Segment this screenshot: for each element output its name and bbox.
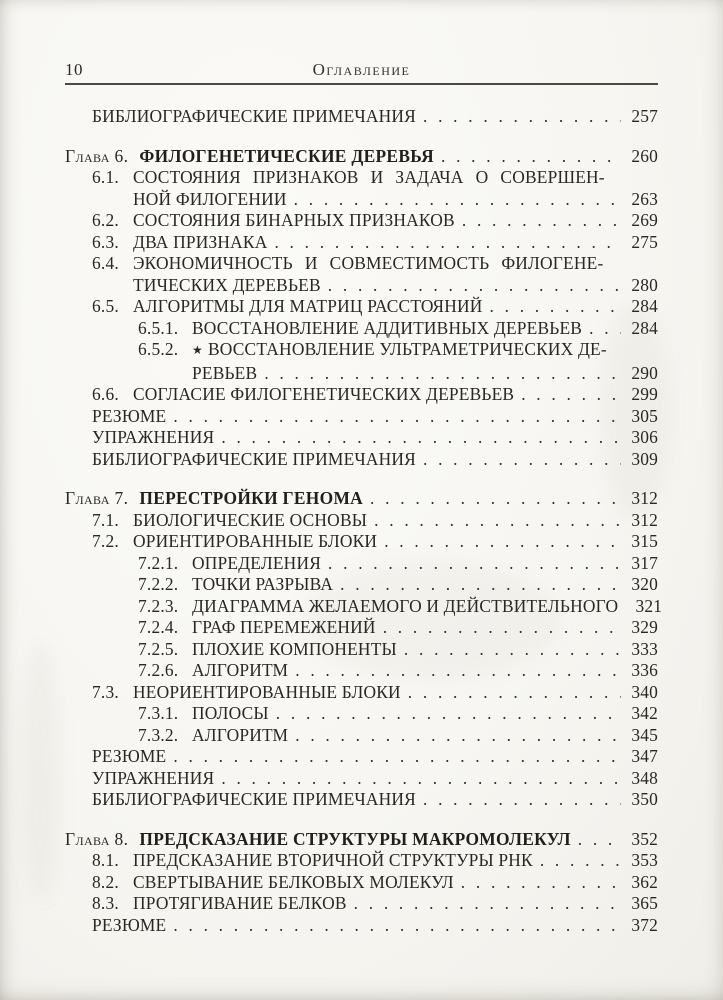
entry-page: 347: [631, 746, 658, 766]
toc-entry: [92, 850, 658, 872]
dot-leader: [214, 427, 621, 449]
entry-text: РЕЗЮМЕ: [92, 405, 167, 426]
toc-entry: [138, 725, 658, 747]
dot-leader: [333, 574, 621, 596]
entry-number: 7.2.: [92, 531, 119, 551]
entry-number: 7.3.2.: [138, 724, 179, 745]
entry-number: 6.1.: [92, 167, 119, 187]
toc-entry: [92, 296, 658, 318]
toc-entry: [92, 893, 658, 915]
dot-leader: [321, 275, 621, 297]
toc-entry: [138, 595, 663, 618]
header-rule: [65, 83, 658, 85]
dot-leader: [347, 893, 621, 915]
toc-entry: [92, 427, 658, 449]
entry-number: 6.5.1.: [138, 317, 179, 338]
entry-page: 317: [631, 552, 658, 573]
dot-leader: [514, 384, 621, 406]
entry-page: 362: [631, 871, 658, 892]
entry-text: ПРОТЯГИВАНИЕ БЕЛКОВ: [133, 893, 347, 913]
entry-number: 6.3.: [92, 231, 119, 252]
entry-text: ПЛОХИЕ КОМПОНЕНТЫ: [192, 638, 397, 659]
entry-text: АЛГОРИТМЫ ДЛЯ МАТРИЦ РАССТОЯНИЙ: [133, 296, 483, 316]
entry-page: 269: [631, 210, 658, 230]
entry-page: 333: [631, 638, 658, 659]
entry-text: ТИЧЕСКИХ ДЕРЕВЬЕВ: [133, 274, 321, 295]
entry-text: НЕОРИЕНТИРОВАННЫЕ БЛОКИ: [133, 681, 401, 702]
toc-entry: [138, 339, 658, 363]
entry-number: 6.6.: [92, 384, 119, 404]
entry-text: АЛГОРИТМ: [192, 724, 289, 745]
entry-number: 6.2.: [92, 210, 119, 230]
toc-entry: [138, 553, 658, 575]
entry-number: 7.2.3.: [138, 595, 179, 616]
entry-page: 320: [631, 574, 658, 594]
toc-entry: [92, 210, 658, 232]
dot-leader: [377, 531, 621, 553]
dot-leader: [533, 850, 621, 872]
chapter-title: ПЕРЕСТРОЙКИ ГЕНОМА: [139, 488, 364, 508]
entry-page: 263: [631, 188, 658, 209]
dot-leader: [434, 146, 621, 168]
entry-page: 345: [631, 724, 658, 745]
toc-entry: [138, 617, 658, 639]
dot-leader: [483, 296, 621, 318]
entry-text: ДИАГРАММА ЖЕЛАЕМОГО И ДЕЙСТВИТЕЛЬНОГО: [192, 595, 619, 616]
chapter-label: Глава 7.: [65, 488, 129, 508]
entry-page: 312: [631, 509, 658, 530]
entry-text: РЕЗЮМЕ: [92, 914, 167, 935]
page-content: [65, 0, 663, 936]
entry-page: 275: [631, 231, 658, 252]
entry-text: ГРАФ ПЕРЕМЕЖЕНИЙ: [192, 617, 376, 637]
toc-entry-continuation: [133, 275, 658, 297]
entry-text: ПОЛОСЫ: [192, 703, 269, 723]
toc-entry: [92, 406, 658, 428]
dot-leader: [376, 617, 621, 639]
entry-number: 8.2.: [92, 871, 119, 892]
entry-text: БИОЛОГИЧЕСКИЕ ОСНОВЫ: [133, 509, 368, 530]
entry-text: СОСТОЯНИЯ БИНАРНЫХ ПРИЗНАКОВ: [133, 210, 455, 230]
entry-text: НОЙ ФИЛОГЕНИИ: [133, 188, 287, 209]
entry-page: 365: [631, 893, 658, 913]
entry-text: СОСТОЯНИЯ ПРИЗНАКОВ И ЗАДАЧА О СОВЕРШЕН-: [133, 167, 605, 187]
dot-leader: [287, 189, 621, 211]
toc-entry: [92, 872, 658, 894]
dot-leader: [571, 829, 621, 851]
dot-leader: [166, 406, 621, 428]
entry-page: 284: [631, 296, 658, 316]
entry-text: БИБЛИОГРАФИЧЕСКИЕ ПРИМЕЧАНИЯ: [92, 106, 416, 126]
entry-number: 7.2.2.: [138, 574, 179, 594]
dot-leader: [416, 789, 621, 811]
toc-entry-chapter: [65, 829, 658, 851]
entry-page: 290: [631, 362, 658, 383]
running-header: [65, 60, 658, 80]
entry-page: 340: [631, 681, 658, 702]
entry-page: 309: [631, 448, 658, 469]
entry-number: 7.2.5.: [138, 638, 179, 659]
entry-text: СВЕРТЫВАНИЕ БЕЛКОВЫХ МОЛЕКУЛ: [133, 871, 454, 892]
dot-leader: [166, 915, 621, 937]
dot-leader: [363, 488, 621, 510]
dot-leader: [269, 703, 621, 725]
running-header-title: Оглавление: [312, 60, 411, 79]
entry-page: 350: [631, 789, 658, 809]
toc-entry: [138, 318, 658, 340]
dot-leader: [267, 232, 621, 254]
entry-page: 352: [631, 828, 658, 849]
dot-leader: [257, 363, 621, 385]
entry-text: ТОЧКИ РАЗРЫВА: [192, 574, 334, 594]
toc-entry: [138, 660, 658, 682]
entry-number: 6.5.: [92, 296, 119, 316]
entry-text: АЛГОРИТМ: [192, 660, 289, 680]
chapter-title: ПРЕДСКАЗАНИЕ СТРУКТУРЫ МАКРОМОЛЕКУЛ: [139, 828, 571, 849]
page-number: 10: [65, 60, 83, 79]
entry-page: 353: [631, 850, 658, 870]
entry-text: УПРАЖНЕНИЯ: [92, 767, 215, 788]
toc-entry: [138, 703, 658, 725]
toc-entry: [138, 574, 658, 596]
star-icon: ★: [192, 343, 203, 357]
entry-number: 7.3.1.: [138, 703, 179, 723]
entry-number: 8.3.: [92, 893, 119, 913]
toc-entry: [92, 915, 658, 937]
toc-entry-chapter: [65, 488, 658, 510]
toc-entry: [92, 384, 658, 406]
entry-page: 312: [631, 488, 658, 508]
entry-page: 260: [631, 145, 658, 166]
toc-entry: [92, 746, 658, 768]
entry-number: 7.3.: [92, 681, 119, 702]
entry-text: РЕЗЮМЕ: [92, 746, 167, 766]
entry-number: 6.4.: [92, 253, 119, 273]
entry-text: ВОССТАНОВЛЕНИЕ УЛЬТРАМЕТРИЧЕСКИХ ДЕ-: [207, 339, 607, 359]
entry-number: 7.1.: [92, 509, 119, 530]
toc-entry: [92, 449, 658, 471]
toc-entry: [92, 510, 658, 532]
dot-leader: [397, 639, 621, 661]
dot-leader: [288, 660, 621, 682]
table-of-contents: [65, 106, 663, 936]
dot-leader: [454, 872, 621, 894]
toc-entry: [92, 768, 658, 790]
entry-page: 280: [631, 274, 658, 295]
entry-page: 348: [631, 767, 658, 788]
entry-text: БИБЛИОГРАФИЧЕСКИЕ ПРИМЕЧАНИЯ: [92, 789, 416, 809]
entry-text: ВОССТАНОВЛЕНИЕ АДДИТИВНЫХ ДЕРЕВЬЕВ: [192, 317, 583, 338]
entry-page: 336: [631, 660, 658, 680]
dot-leader: [166, 746, 621, 768]
entry-page: 342: [631, 703, 658, 723]
entry-page: 284: [631, 317, 658, 338]
entry-number: 6.5.2.: [138, 339, 179, 359]
toc-entry: [92, 232, 658, 254]
entry-text: РЕВЬЕВ: [192, 362, 258, 383]
entry-text: ОРИЕНТИРОВАННЫЕ БЛОКИ: [133, 531, 378, 551]
chapter-title: ФИЛОГЕНЕТИЧЕСКИЕ ДЕРЕВЬЯ: [139, 145, 434, 166]
entry-number: 7.2.1.: [138, 552, 179, 573]
entry-text: СОГЛАСИЕ ФИЛОГЕНЕТИЧЕСКИХ ДЕРЕВЬЕВ: [133, 384, 515, 404]
entry-page: 305: [631, 405, 658, 426]
entry-number: 7.2.4.: [138, 617, 179, 637]
toc-entry-chapter: [65, 146, 658, 168]
scan-smudge: [20, 640, 60, 900]
entry-text: ОПРЕДЕЛЕНИЯ: [192, 552, 322, 573]
chapter-label: Глава 8.: [65, 828, 129, 849]
entry-page: 315: [631, 531, 658, 551]
entry-page: 321: [635, 595, 663, 616]
entry-text: УПРАЖНЕНИЯ: [92, 427, 215, 447]
entry-text: ЭКОНОМИЧНОСТЬ И СОВМЕСТИМОСТЬ ФИЛОГЕНЕ-: [133, 253, 604, 273]
toc-entry-continuation: [192, 363, 658, 385]
entry-page: 329: [631, 617, 658, 637]
dot-leader: [416, 449, 621, 471]
chapter-label: Глава 6.: [65, 145, 129, 166]
toc-entry: [92, 167, 658, 189]
dot-leader: [367, 510, 621, 532]
toc-entry: [138, 639, 658, 661]
entry-page: 299: [631, 384, 658, 404]
dot-leader: [416, 106, 621, 128]
entry-page: 257: [631, 106, 658, 126]
entry-page: 372: [631, 914, 658, 935]
toc-entry: [92, 531, 658, 553]
entry-text: ДВА ПРИЗНАКА: [133, 231, 268, 252]
dot-leader: [214, 768, 621, 790]
toc-entry: [92, 253, 658, 275]
toc-entry: [92, 106, 658, 128]
dot-leader: [582, 318, 621, 340]
dot-leader: [321, 553, 621, 575]
entry-text: ПРЕДСКАЗАНИЕ ВТОРИЧНОЙ СТРУКТУРЫ РНК: [133, 850, 533, 870]
entry-number: 8.1.: [92, 850, 119, 870]
entry-text: БИБЛИОГРАФИЧЕСКИЕ ПРИМЕЧАНИЯ: [92, 448, 416, 469]
toc-entry: [92, 682, 658, 704]
dot-leader: [455, 210, 621, 232]
entry-page: 306: [631, 427, 658, 447]
toc-entry: [92, 789, 658, 811]
toc-entry-continuation: [133, 189, 658, 211]
dot-leader: [401, 682, 621, 704]
entry-number: 7.2.6.: [138, 660, 179, 680]
dot-leader: [288, 725, 621, 747]
